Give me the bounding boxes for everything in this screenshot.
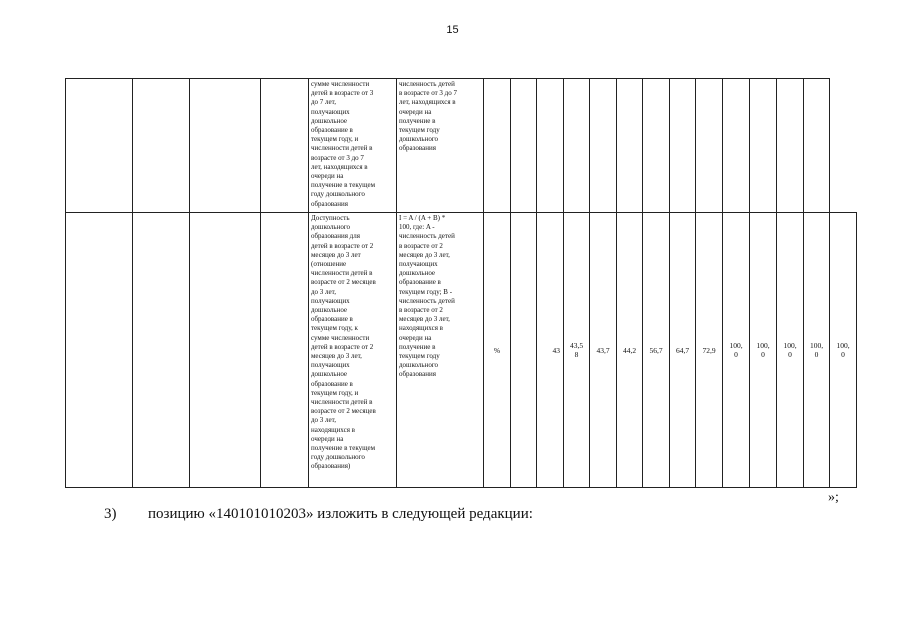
- formula-cell: I = A / (A + B) * 100, где: A - численность детей в возрасте от 2 месяцев до 3 лет, получающих дошкольное образование в текущем году; B - численность детей в возрасте от 2 месяцев до 3 лет, находящихся в очереди на получение в текущем году дошкольного образования: [397, 213, 484, 488]
- table-cell: [484, 79, 511, 213]
- value-cell: 43,7: [590, 213, 617, 488]
- table-cell: [261, 213, 309, 488]
- table-cell: [66, 79, 133, 213]
- formula-cell: численность детей в возрасте от 3 до 7 лет, находящихся в очереди на получение в текущем году дошкольного образования: [397, 79, 484, 213]
- indicator-table: [65, 78, 857, 488]
- page-number: 15: [446, 24, 459, 36]
- table-cell: [261, 79, 309, 213]
- table-cell: [696, 79, 723, 213]
- value-cell: 100, 0: [804, 213, 830, 488]
- table-cell: [643, 79, 670, 213]
- table-cell: [511, 79, 537, 213]
- table-cell: [133, 79, 190, 213]
- value-cell: 100, 0: [750, 213, 777, 488]
- table-row: [66, 79, 857, 213]
- table-cell: [190, 213, 261, 488]
- table-cell: [804, 79, 830, 213]
- table-cell: [617, 79, 643, 213]
- value-cell: 56,7: [643, 213, 670, 488]
- table-cell: [190, 79, 261, 213]
- value-cell: 100, 0: [830, 213, 857, 488]
- table-cell: [670, 79, 696, 213]
- table-row: [66, 213, 857, 488]
- amendment-item: [104, 506, 533, 523]
- value-cell: 100, 0: [723, 213, 750, 488]
- table-cell: [723, 79, 750, 213]
- value-cell: 100, 0: [777, 213, 804, 488]
- table-cell: [133, 213, 190, 488]
- item-number: 3): [104, 506, 117, 522]
- table-cell: [66, 213, 133, 488]
- value-cell: 44,2: [617, 213, 643, 488]
- table-cell: [537, 79, 564, 213]
- table-cell: [750, 79, 777, 213]
- value-cell: 43: [537, 213, 564, 488]
- value-cell: 64,7: [670, 213, 696, 488]
- item-text: позицию «140101010203» изложить в следующей редакции:: [148, 506, 533, 522]
- unit-cell: %: [484, 213, 511, 488]
- table-cell: [511, 213, 537, 488]
- value-cell: 72,9: [696, 213, 723, 488]
- table-cell: [564, 79, 590, 213]
- indicator-name-cell: Доступность дошкольного образования для детей в возрасте от 2 месяцев до 3 лет (отношение численности детей в возрасте от 2 месяцев до 3 лет, получающих дошкольное образование в текущем году, к сумме численности детей в возрасте от 2 месяцев до 3 лет, получающих дошкольное образование в текущем году, и численности детей в возрасте от 2 месяцев до 3 лет, находящихся в очереди на получение в текущем году дошкольного образования): [309, 213, 397, 488]
- table-cell: [590, 79, 617, 213]
- table-cell: [777, 79, 804, 213]
- closing-mark: »;: [828, 490, 839, 505]
- value-cell: 43,5 8: [564, 213, 590, 488]
- indicator-name-cell: сумме численности детей в возрасте от 3 до 7 лет, получающих дошкольное образование в текущем году, и численности детей в возрасте от 3 до 7 лет, находящихся в очереди на получение в текущем году дошкольного образования: [309, 79, 397, 213]
